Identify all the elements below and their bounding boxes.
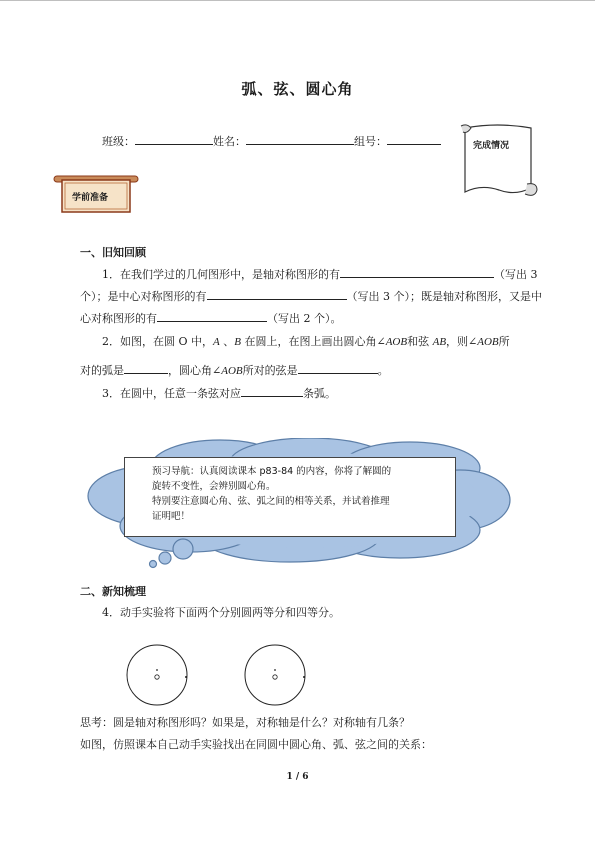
q2-blank-chord[interactable]: [298, 361, 378, 374]
angle-aob: AOB: [221, 365, 243, 377]
chord-ab: AB: [432, 336, 447, 348]
point-a: A: [213, 336, 220, 348]
status-label: 完成情况: [473, 141, 510, 151]
q2-text-h: 所对的弦是: [242, 364, 298, 377]
q2-text-g: ，圆心角∠: [168, 364, 222, 377]
group-label: 组号：: [354, 135, 387, 148]
think-text: 思考：圆是轴对称图形吗？如果是，对称轴是什么？对称轴有几条？: [80, 716, 410, 729]
q3-text-b: 条弧。: [303, 387, 336, 400]
q1-blank-1[interactable]: [340, 265, 494, 278]
q2-text-c: 和弦: [407, 335, 433, 348]
top-border: [0, 0, 595, 1]
prep-label: 学前准备: [72, 193, 109, 203]
q1-text-a: 1．在我们学过的几何图形中，是轴对称图形的有: [102, 268, 340, 281]
guide-text: [152, 464, 442, 524]
q1-blank-3[interactable]: [157, 309, 267, 322]
q3-blank[interactable]: [241, 384, 303, 397]
section1-heading: 一、旧知回顾: [80, 246, 146, 259]
q2-text-e: 所: [498, 335, 510, 348]
q3-text-a: 3．在圆中，任意一条弦对应: [102, 387, 241, 400]
q1-text-e: 心对称图形的有: [80, 312, 157, 325]
circle-left: [127, 645, 187, 705]
guide-line-4: 证明吧！: [152, 511, 191, 522]
angle-aob: AOB: [385, 336, 408, 348]
class-field[interactable]: [135, 132, 213, 145]
q1-text-f: （写出 2 个）。: [267, 312, 342, 325]
angle-aob: AOB: [477, 336, 499, 348]
circles-figure: [120, 640, 320, 712]
q2-text-b: 在圆上，在图上画出圆心角∠: [240, 335, 386, 348]
class-label: 班级：: [102, 135, 135, 148]
circle-right: [245, 645, 305, 705]
q2-line2: [80, 361, 540, 380]
page-number: 1 / 6: [286, 772, 309, 782]
q1-text-d: （写出 3 个）；既是轴对称图形，又是中: [346, 290, 542, 303]
group-field[interactable]: [387, 132, 441, 145]
q4-text: 4．动手实验将下面两个分别圆两等分和四等分。: [102, 606, 340, 619]
name-label: 姓名：: [213, 135, 246, 148]
q3-line: [102, 384, 562, 403]
follow-text: 如图，仿照课本自己动手实验找出在同圆中圆心角、弧、弦之间的关系：: [80, 738, 432, 751]
q1-line1: [102, 265, 562, 284]
q2-text-d: ，则∠: [446, 335, 478, 348]
point-b: B: [234, 336, 241, 348]
page-title: 弧、弦、圆心角: [241, 80, 354, 98]
status-scroll-badge: [455, 122, 541, 202]
q1-text-b: （写出 3: [494, 268, 538, 281]
q2-blank-arc[interactable]: [124, 361, 168, 374]
q2-text-f: 对的弧是: [80, 364, 124, 377]
q1-line3: [80, 309, 540, 328]
q1-text-c: 个）；是中心对称图形的有: [80, 290, 207, 303]
q2-text-a: 2．如图，在圆 O 中，: [102, 335, 214, 348]
guide-line-1: 预习导航：认真阅读课本 p83-84 的内容，你将了解圆的: [152, 466, 392, 477]
q2-text-i: 。: [377, 364, 389, 377]
student-info-line: [102, 132, 441, 149]
name-field[interactable]: [246, 132, 354, 145]
q2-sep: 、: [219, 335, 235, 348]
q2-line1: [102, 333, 562, 351]
guide-line-2: 旋转不变性，会辨别圆心角。: [152, 481, 276, 492]
section2-heading: 二、新知梳理: [80, 585, 146, 598]
q1-line2: [80, 287, 540, 306]
guide-line-3: 特别要注意圆心角、弦、弧之间的相等关系，并试着推理: [152, 496, 390, 507]
q1-blank-2[interactable]: [207, 287, 347, 300]
